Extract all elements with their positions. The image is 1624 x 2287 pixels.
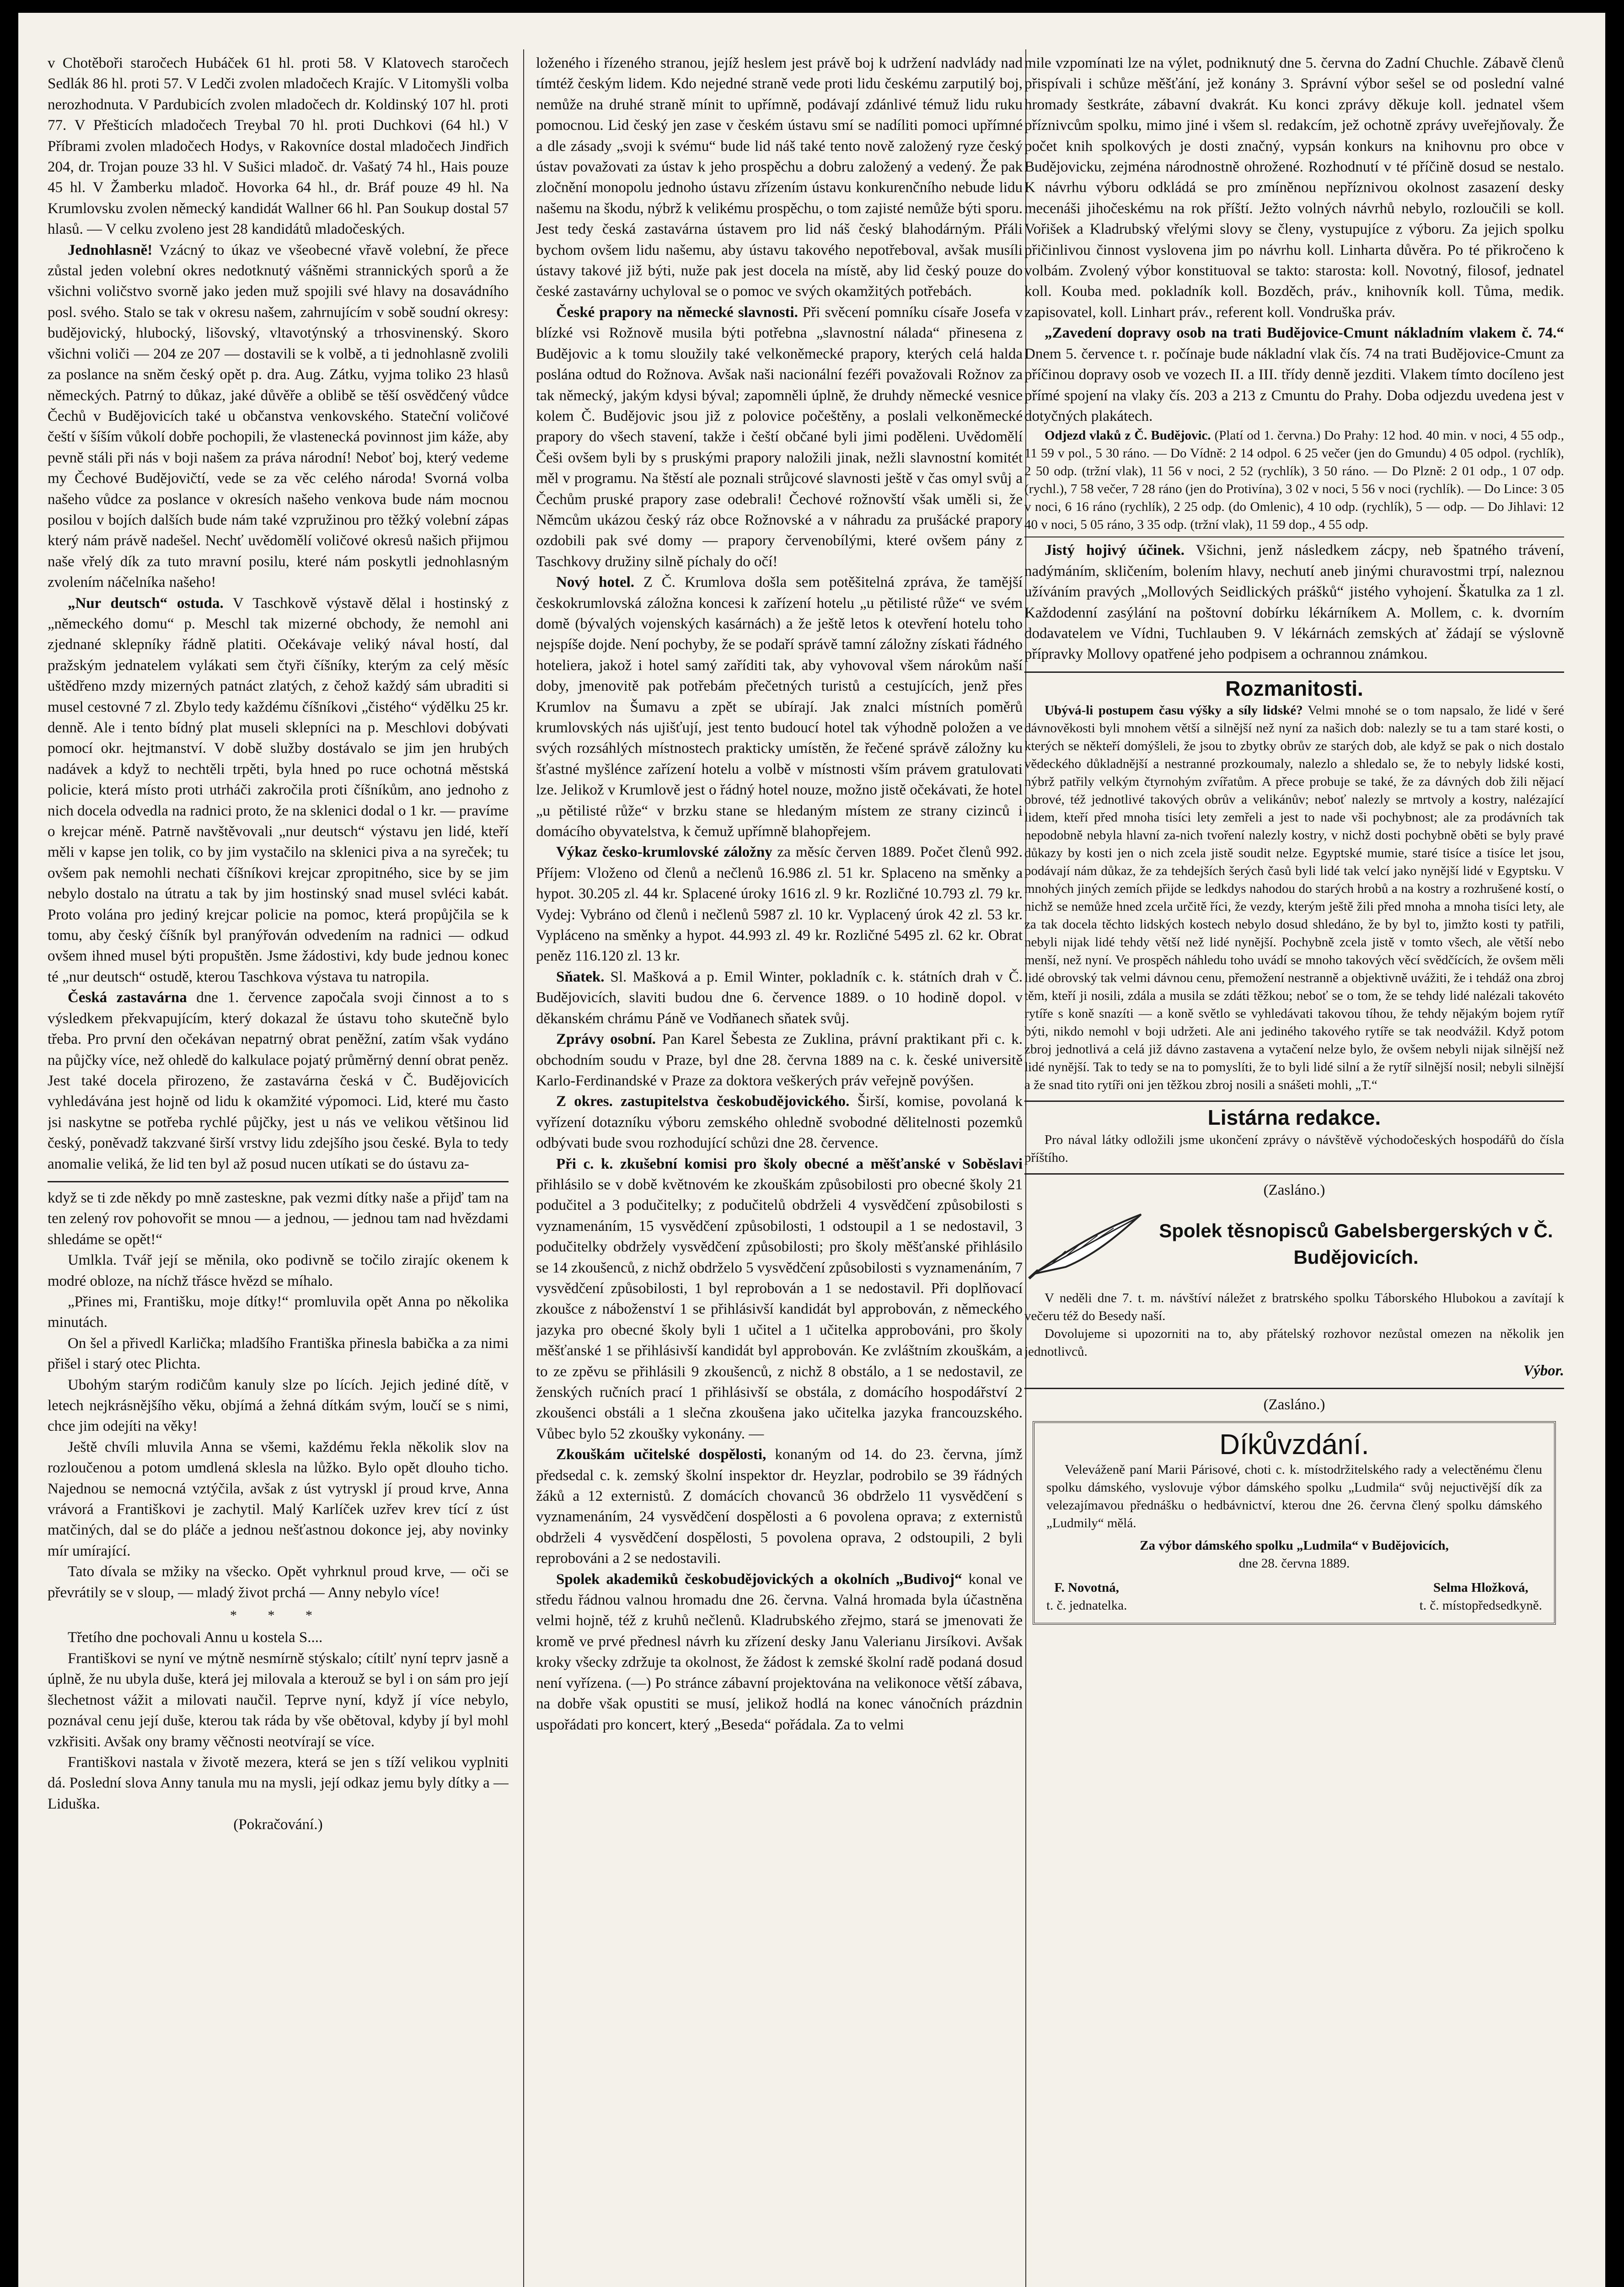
section-stars: * * * (230, 1608, 326, 1623)
article-body: za měsíc červen 1889. Počet členů 992. Příjem: Vloženo od členů a nečlenů 16.986 zl. 51 kr. Splaceno na směnky a hypot. 30.205 zl. 44 kr. Splacené úroky 1616 zl. 9 kr. Rozličné 10.793 zl. 79 kr. Vydej: Vybráno od členů i nečlenů 5987 zl. 10 kr. Vyplacený úrok 42 zl. 53 kr. Vypláceno na směnky a hypot. 44.993 zl. 49 kr. Rozličné 5495 zl. 62 kr. Obrat peněz 116.120 zl. 13 kr. (536, 844, 1023, 965)
article-title: Nový hotel. (556, 574, 635, 591)
signature (1420, 1579, 1542, 1615)
timetable-note: (Platí od 1. června.) Do (1211, 428, 1340, 443)
article-title: Jednohlasně! (68, 242, 153, 258)
feather-pen-icon (1024, 1205, 1148, 1283)
section-heading: Listárna redakce. (1207, 1106, 1381, 1130)
article-district (536, 1091, 1023, 1154)
ad-body: Dovolujeme si upozorniti na to, aby přátelský rozhovor nezůstal omezen na několik jen jednotlivců. (1024, 1326, 1564, 1359)
story-paragraph: Ještě chvíli mluvila Anna se všemi, každému řekla několik slov na rozloučenou a potom umdlená sklesla na lůžko. Bylo opět dlouho ticho. Najednou se nemocná vztýčila, avšak z úst vytryskl jí proud krve, Anna vrávorá a Františkovi je zachytil. Malý Karlíček uzřev krev tící z úst matčiných, dal se do pláče a jednou nešťastnou dokonce jej, aby novinky mír umírající. (48, 1439, 509, 1559)
timetable-title: Odjezd vlaků z Č. Budějovic. (1045, 428, 1211, 443)
article-title: „Zavedení dopravy osob na trati Budějovice-Cmunt nákladním vlakem č. 74.“ (1045, 325, 1564, 342)
article-title: Jistý hojivý účinek. (1045, 542, 1185, 559)
article-title: Sňatek. (556, 968, 605, 985)
signer-name: F. Novotná, (1054, 1580, 1119, 1595)
story-paragraph: Ubohým starým rodičům kanuly slze po lících. Jejich jediné dítě, v letech nejkrásnějšího věku, objímá a žehná dítkám svým, loučí se s nimi, chce jim odejíti na věky! (48, 1376, 509, 1435)
article-body: V Taschkově výstavě dělal i hostinský z „německého domu“ p. Meschl tak mizerné obchody, že nemohl ani zjednané sklepníky řádně platiti. Očekávaje veliký nával hostí, dal pražským jednatelem vylákati sem čtyři číšníky, kterým za celý měsíc uštědřeno mzdy mizerných patnáct zlatých, z čehož každý sám ubraditi si musel cestovné 7 zl. Zbylo tedy každému číšníkovi „čistého“ výdělku 25 kr. denně. Ale i tento bídný plat museli sklepníci na p. Meschlovi dobývati pomocí okr. hejtmanství. V době služby dostávalo se jim jen hrubých nadávek a když to nechtěli trpěti, byla hned po ruce ochotná městská policie, která místo proti utrháči zakročila proti číšníkům, ano jednoho z nich docela odvedla na radnici proto, že na sklenici dodal o 1 kr. — pravíme o krejcar méně. Patrně navštěvovali „nur deutsch“ výstavu jen lidé, kteří měli v kapse jen tolik, co by jim vystačilo na sklenici piva a na syreček; tu ovšem pak nemohli nechati číšníkovi krejcar zpropitného, sice by se jim nebylo dostalo na útratu a tak by jim hostinský snad musel svléci kabát. Proto volána pro jediný krejcar policie na pomoc, která propůjčila se k tomu, aby český číšník byl pranýřován odvedením na radnici — odkud ovšem ihned musel býti propuštěn. Jsme žádostivi, kdy bude jednou konec té „nur deutsch“ ostudě, kterou Taschkova výstava tu natropila. (48, 595, 509, 985)
column-rule (523, 49, 524, 2287)
article-body: Pan Karel Šebesta ze Zuklina, právní praktikant při c. k. obchodním soudu v Praze, byl dne 28. června 1889 na c. k. české universitě Karlo-Ferdinandské v Praze za doktora veškerých práv veřejně povýšen. (536, 1031, 1023, 1089)
article-body: konal ve středu řádnou valnou hromadu dne 26. června. Valná hromada byla účastněna velmi hojně, též z kruhů nečlenů. Kladrubského zřejmo, stará se jmenovati že kromě ve prvé přednesl návrh ku zřízení desky Janu Valerianu Jirsíkovi. Avšak kroky všecky zdržuje ta okolnost, že žádost k zemské školní radě podaná dosud není vyřízena. (—) Po stránce zábavní projektována na velikonoce větší zábava, na dobře však opustiti se musí, jelikož hodlá na konec vánočních prázdnin uspořádati pro koncert, který „Beseda“ pořádala. Za to velmi (536, 1571, 1023, 1733)
train-timetable (1024, 427, 1564, 534)
column-middle (536, 53, 1023, 2287)
article-body: Širší, komise, povolaná k vyřízení dotazníku výboru zemského ohledně svobodné dělitelnosti pozemků odbývati bude svou rozhodující schůzi dne 28. července. (536, 1093, 1023, 1152)
article-body: Všichni, jenž následkem zácpy, neb špatného trávení, nadýmáním, skličením, bolením hlavy, nechutí aneb jinými churavostmi trpí, naleznou užíváním pravých „Mollových Seidlických prášků“ jistého vyhojení. Škatulka za 1 zl. Každodenní zasýlání na poštovní dobírku lékárníkem A. Mollem, c. k. dvorním dodavatelem ve Vídni, Tuchlauben 9. V lékárnách zemských ať žádají se výslovně přípravky Mollovy opatřené jeho podpisem a ochrannou známkou. (1024, 542, 1564, 663)
article-body: Sl. Mašková a p. Emil Winter, pokladník c. k. státních drah v Č. Budějovicích, slaviti budou dne 6. července 1889. o 10 hodině dopol. v děkanském chrámu Páně ve Vodňanech sňatek svůj. (536, 968, 1023, 1027)
notice-body: Veleváženě paní Marii Párisové, choti c. k. místodržitelského rady a velectěnému členu spolku dámského, vyslovuje výbor dámského spolku „Ludmila“ svůj nejuctivější dík za velezajímavou přednášku o hedbávnictví, kterou dne 26. června člený spolku dámského „Ludmily“ mělá. (1046, 1462, 1542, 1530)
notice-title: Díkůvzdání. (1219, 1428, 1369, 1460)
article-hotel (536, 572, 1023, 842)
story-paragraph: Františkovi nastala v životě mezera, která se jen s tíží velikou vyplniti dá. Poslední slova Anny tanula mu na mysli, její odkaz jemu byly dítky a — Liduška. (48, 1754, 509, 1812)
signatures (1046, 1579, 1542, 1615)
article-nur-deutsch (48, 593, 509, 988)
thanks-notice (1033, 1421, 1556, 1625)
article-body: Dnem 5. července t. r. počínaje bude nákladní vlak čís. 74 na trati Budějovice-Cmunt za příčinou dopravy osob ve vozech II. a III. třídy denně jezditi. Vlakem tímto docíleno jest přímé spojení na vlaky čís. 203 a 213 z Cmuntu do Prahy. Doba odjezdu uvedena jest v dotyčných plakátech. (1024, 345, 1564, 424)
article-title: Spolek akademiků českobudějovických a okolních „Budivoj“ (556, 1571, 962, 1588)
article-title: Při c. k. zkušební komisi pro školy obecné a měšťanské v Soběslavi (556, 1155, 1023, 1172)
story-paragraph: Třetího dne pochovali Annu u kostela S.... (68, 1629, 323, 1646)
article-title: „Nur deutsch“ ostuda. (68, 595, 224, 612)
story-paragraph: Františkovi se nyní ve mýtně nesmírně stýskalo; cítilť nyní teprv jasně a úplně, že nu ubyla duše, která jej milovala a kterouž se byl i on sám pro její šlechetnost vážit a milovati naučil. Teprve nyní, když jí více nebylo, poznával cenu její duše, kterou tak ráda by vše obětoval, kdyby jí byl mohl vzkřisiti. Avšak ony bramy věčnosti neotvírají se více. (48, 1650, 509, 1750)
article-train-transport (1024, 323, 1564, 427)
section-divider (1024, 1101, 1564, 1102)
section-divider (1024, 1173, 1564, 1175)
article-personal (536, 1029, 1023, 1091)
notice-organization: Za výbor dámského spolku „Ludmila“ v Budějovicích, (1140, 1538, 1449, 1553)
article-title: Zprávy osobní. (556, 1031, 656, 1048)
article-budivoj (536, 1569, 1023, 1735)
signer-role: t. č. jednatelka. (1046, 1598, 1127, 1613)
article-body: přihlásilo se v době květnovém ke zkouškám způsobilosti pro obecné školy 21 podučitel a 3 podučitelky; z podučitelů obdrželi 4 vysvědčení způsobilosti s vyznamenáním, 15 vysvědčení způsobilosti, 1 odstoupil a 1 se nedostavil, 3 podučitelky obdržely vysvědčení způsobilosti; pro školy měšťanské přihlásilo se 14 zkoušenců, z nichž obdrželo 5 vysvědčení způsobilosti s vyznamenáním, 7 vysvědčení způsobilosti, 1 byl reprobován a 1 se nedostavil. Při doplňovací zkoušce z náboženství 1 se přihlásivší kandidát byl approbován, z německého jazyka pro obecné školy byli 1 učitel a 1 učitelka approbováni, pro školy měšťanské 1 se přihlásivší kandidát byl approbován. Ke zvláštním zkouškám, a to ze zpěvu se přihlásili 9 zkoušenců, z nichž 8 obstálo, a 1 se nedostavil, ze ženských ručních prací 1 přihlásivší se obstála, z domácího hospodářství 2 zkoušenci obstáli a 1 slečna zkoušena jako učitelka jazyka francouzského. Vůbec bylo 52 zkoušky vykonány. — (536, 1176, 1023, 1442)
ad-signature: Výbor. (1523, 1362, 1564, 1379)
article-title: Z okres. zastupitelstva českobudějovického. (556, 1093, 850, 1110)
story-paragraph: Umlkla. Tvář její se měnila, oko podivně se točilo zirajíc okenem k modré obloze, na níchž třásce hvězd se míhalo. (48, 1252, 509, 1289)
sent-in-label: (Zasláno.) (1263, 1396, 1325, 1413)
article-title: České prapory na německé slavnosti. (556, 304, 798, 321)
article-wedding (536, 967, 1023, 1029)
signature (1046, 1579, 1127, 1615)
signer-role: t. č. místopředsedkyně. (1419, 1598, 1542, 1613)
column-right (1024, 53, 1564, 2287)
article-body: Při svěcení pomníku císaře Josefa v blízké vsi Rožnově musila býti potřebna „slavnostní nálada“ přinesena z Budějovic a k tomu sloužily také velkoněmecké prapory, kterých celá halda poslána odtud do Rožnova. Avšak naši nacionální fezéři považovali Rožnov za tak německý, jakým kdysi býval; zapomněli úplně, že druhdy německé vesnice kolem Č. Budějovic jsou již z polovice počeštěny, a poslali velkoněmecké prapory do všech stavení, takže i čeští občané byli jimi poděleni. Uvědomělí Češi ovšem byli by s pruskými prapory naložili jinak, nežli slavnostní komitét měl v programu. Na štěstí ale poznali strůjcové slavnosti ještě v čas omyl svůj a Čechům pruské prapory zase odebrali! Čechové rožnovští však uměli si, že Němcům ukázou český ráz obce Rožnovské a v náhradu za prušácké prapory ozdobili pak své domy — prapory červenobílými, které ovšem pány z Taschkovy družiny silně píchaly do očí! (536, 304, 1023, 570)
column-left (48, 53, 509, 2287)
article-savings-report (536, 842, 1023, 966)
article-body: loženého i řízeného stranou, jejíž heslem jest právě boj k udržení nadvlády nad tímtéž českým lidem. Kdo nejedné straně vede proti lidu českému zarputilý boj, nemůže na druhé straně mínit to upřímně, podávají zdánlivé témuž lidu ruku pomocnou. Lid český jen zase v českém ústavu smí se nadíliti pomoci upřímné a dle zásady „svoji k svému“ bude lid náš také tento nově založený ryze český ústav považovati za ústav k jeho prospěchu a dobru založený a vedený. Že pak zločnění monopolu jednoho ústavu zřízením ústavu konkurenčního nebude lidu našemu na škodu, nýbrž k velikému prospěchu, o tom zajisté nemůže býti sporu. Jest tedy česká zastavárna ústavem pro lid náš český blahodárným. Přáli bychom ovšem lidu našemu, aby ústavu takového nepotřeboval, avšak musíli ústavy takové již býti, nuže pak jest docela na místě, aby lid český pouze do české zastavárny uchyloval se o pomoc ve svých okamžitých potřebách. (536, 55, 1023, 300)
article-body: mile vzpomínati lze na výlet, podniknutý dne 5. června do Zadní Chuchle. Zábavě členů přispívali i schůze měšťání, jež konány 3. Správní výbor sešel se od poslední valné hromady šestkráte, zábavní dvakrát. Ku konci zprávy děkuje koll. jednatel všem příznivcům spolku, mimo jiné i všem sl. redakcím, jež ochotně zprávy uveřejňovaly. Že počet knih spolkových je dosti značný, vypsán konkurs na knihovnu pro obce v Budějovicku, zejména národnostně ohrožené. Rozhodnutí v té příčině dosud se nestalo. K návrhu výboru odkládá se pro zmíněnou nepříznivou okolnost zasazení desky mecenáši jihočeskému na rok příští. Ježto volných návrhů nebylo, rozloučili se koll. Vořišek a Kladrubský vřelými slovy se členy, vystupujíce z výboru. Za jejich spolku přičinlivou činnost vyslovena jim po návrhu koll. Linharta důvěra. Po té přikročeno k volbám. Zvolený výbor konstituoval se takto: starosta: koll. Novotný, filosof, jednatel koll. Kouba med. pokladník koll. Bozděch, práv., knihovník koll. Tůma, medik. zapisovatel, koll. Linhart práv., referent koll. Vondruška práv. (1024, 55, 1564, 321)
article-title: Zkouškám učitelské dospělosti, (556, 1446, 766, 1463)
story-paragraph: „Přines mi, Františku, moje dítky!“ promluvila opět Anna po několika minutách. (48, 1293, 509, 1331)
section-heading: Rozmanitosti. (1225, 676, 1363, 700)
article-miscellany (1024, 702, 1564, 1094)
article-body: Velmi mnohé se o tom napsalo, že lidé v šeré dávnověkosti byli mnohem větší a silnější než nyní za našich dob: nalezly se tu a tam staré kosti, o kterých se někteří domýšleli, že jsou to zbytky obrův ze starých dob, ale když se pak o nich dostalo vědeckého důkladnější a nestranné prozkoumaly, nalezlo a shledalo se, že to nebyly lidské kosti, nýbrž patřily velkým čtyrnohým zvířatům. A přece probuje se také, že za dávných dob žili nějací obrové, též jednotlivé takových obrův a velikánův; neboť nalezly se mrtvoly a kostry, nalézající lidem, kteří před mnoha tisíci lety zemřeli a jest to nade vši pochybnost; ale za prodávních tak nepodobně nebyla hlavní za-nich tvoření nalezly kostry, v nichž dosti pochybně oběti se byly pravé důkazy by kosti jen o nich zcela jistě soudit nelze. Egyptské mumie, staré tisíce a tisíce let jsou, podávají nám důkaz, že za tehdejších šerých časů byli lidé tak velcí jako nynější lidé v Egyptsku. V mnohých jiných zemích přijde se ledkdys nahodou do starých hrobů a na kostry a rozhrušené kostí, o nichž se nemůže hned zcela určitě říci, že vezdy, kterým ještě žili před mnoha a mnoha tisíci lety, ale za tak docela těchto lidských kostech nebylo dosud shledáno, že by byl to, jimžto kosti ty patřili, nebyli nijak lidé tehdy větší než lidé nynější. Pochybně zcela jistě v tomto všech, ale větší nebo menší, než nyní. Ve prospěch náhledu toho uvádí se mnoho takových věcí svědčících, že ovšem měli lidé obrovský tak velmi dávnou cenu, přemožení nestranně a objektivně uvážiti, že i tehdáž ona zbroj těm, kteří ji nosili, zdála a musila se zdáti těžkou; neboť se o tom, že se tehdy lidé nalézali takovéto rytíře s koně snazíti — a koně světlo se vyhledávati takovou tíhou, že tehdy nějakým bojem rytíř býti, nikdo nemohl v boji udržeti. Ale ani jediného takového rytíře se tak neodvážil. Když potom zbroj jednotlivá a celá již dávno zastavena a vytačení nelze bylo, že ovšem nebyli nijak silnější než lidé nynější. Tak to tedy se na to pomyslíti, že to byli lidé silní a že rytíř silnější nosil; nebyli silnější a že snad tito rytíři oni jen těžkou zbroj nosili a snášeti mohli, „T.“ (1024, 703, 1564, 1093)
article-exam-commission (536, 1154, 1023, 1445)
article-body: Z Č. Krumlova došla sem potěšitelná zpráva, že tamější českokrumlovská záložna koncesi k zařízení hotelu „u pětilisté růže“ ve svém domě (bývalých vojenských kasárnách) a že ještě letos k otevření hotelu toho nejspíše dojde. Není pochyby, že se podaří správě tamní záložny získati řádného hoteliera, jakož i hotel samý zaříditi tak, aby vyhovoval všem nárokům naší doby, jmenovitě pak potřebám přečetných turistů a cestujících, jenž přes Krumlov na Šumavu a zpět se ubírají. Jak znalci místních poměrů krumlovských nás ujišťují, jest tento budoucí hotel tak výhodně položen a ve svých rozsáhlých místnostech prakticky umístěn, že řečené správě záložny ku šťastné myšlénce zařízení hotelu a volbě v místnosti vším právem gratulovati lze. Jelikož v Krumlově jest o řádný hotel nouze, možno jistě očekávati, že hotel „u pětilisté růže“ v brzku stane se hledaným místem ze strany cizinců i domácího obyvatelstva, k čemuž upřímně blahopřejem. (536, 574, 1023, 840)
notice-date: dne 28. června 1889. (1238, 1556, 1350, 1571)
sent-in-label: (Zasláno.) (1263, 1181, 1325, 1198)
advert-moll (1024, 540, 1564, 665)
article-teacher-exams (536, 1444, 1023, 1569)
signer-name: Selma Hložková, (1433, 1580, 1528, 1595)
section-divider (1024, 671, 1564, 673)
article-body: dne 1. července započala svoji činnost a to s výsledkem překvapujícím, který dokazal že ústavu toho skutečně bylo třeba. Pro první den očekávan nepatrný obrat peněžní, zatím však vydáno na půjčky více, než ohledě do kalkulace pojatý průměrný denní obrat peněz. Jest také docela přirozeno, že zastavárna česká v Č. Budějovicích vyhledávána jest hojně od lidu k okamžité výpomoci. Lid, které mu často jsi naskytne se potřeba rychlé půjčky, jest u nás ve velikou většinou lid český, poněvadž takzvané širší vrstvy lidu zdejšího jsou české. Byla to tedy anomalie veliká, že lid ten byl až posud nucen utíkati se do ústavu za- (48, 989, 509, 1172)
section-divider (1024, 1388, 1564, 1389)
story-paragraph: když se ti zde někdy po mně zasteskne, pak vezmi dítky naše a přijď tam na ten zelený rov pohovořit se mnou — a jednou, — jednou tam nad hvězdami shledáme se opět!“ (48, 1189, 509, 1248)
election-results: v Chotěboři staročech Hubáček 61 hl. proti 58. V Klatovech staročech Sedlák 86 hl. proti 57. V Ledči zvolen mladočech Krajíc. V Litomyšli volba nerozhodnuta. V Pardubicích zvolen mladočech dr. Koldinský 107 hl. proti 77. V Přešticích mladočech Treybal 70 hl. proti Duchkovi (64 hl.) V Příbrami zvolen mladočech Hodys, v Rakovníce dostal mladočech Jindřich 204, dr. Trojan pouze 33 hl. V Sušici mladoč. dr. Vašatý 74 hl., Hais pouze 45 hl. V Žamberku mladoč. Hovorka 64 hl., dr. Bráf pouze 49 hl. Na Krumlovsku zvolen německý kandidát Wallner 66 hl. Pan Soukup dostal 57 hlasů. — V celku zvoleno jest 28 kandidátů mladočeských. (48, 55, 509, 238)
story-paragraph: Tato dívala se mžiky na všecko. Opět vyhrknul proud krve, — oči se převrátily se v sloup, — mladý život prchá — Anny nebylo více! (48, 1563, 509, 1601)
article-pawnshop (48, 988, 509, 1175)
newspaper-page (18, 13, 1605, 2287)
ad-body: V neděli dne 7. t. m. návštíví náležet z bratrského spolku Táborského Hlubokou a zavítají k večeru též do Besedy naší. (1024, 1290, 1564, 1323)
ad-title: Spolek těsnopisců Gabelsbergerských v Č. Budějovicích. (1159, 1219, 1553, 1268)
continued-note: (Pokračování.) (233, 1816, 323, 1833)
stenographers-ad (1024, 1205, 1564, 1283)
article-body: Vzácný to úkaz ve všeobecné vřavě volební, že přece zůstal jeden volební okres nedotknutý vášněmi strannických sporů a že všichni voličstvo svorně jako jeden muž spojili své hlavy na dosavádního posl. svého. Stalo se tak v okresu našem, zahrnujícím v sobě soudní okresy: budějovický, hlubocký, lišovský, vltavotýnský a trhosvinenský. Skoro všichni voliči — 204 ze 207 — dostavili se k volbě, a ti jednohlasně zvolili za poslance na sněm český opět p. dra. Aug. Zátku, vyjma toliko 23 hlasů německých. Patrný to důkaz, jaké důvěře a oblibě se těší osvědčený vůdce Čechů v Budějovicích také u občanstva venkovského. Stateční voličové čeští v šíším vůkolí dobře pochopili, že vlastenecká povinnost jim káže, aby pevně stáli při nás v boji našem za práva národní! Neboť boj, který vedeme my Čechové Budějovičtí, vede se za věc celého národa! Svorná volba našeho vůdce za poslance v okresích našeho venkova bude nám mocnou posilou v bojích dalších bude nám také vzpružinou pro těžký volební zápas který nám právě nadešel. Nechť uvědomělí voličové okresů našich přijmou naše vřelý dík za tuto mravní posilu, které nám poskytli jednohlasným zvolením náčelníka našeho! (48, 242, 509, 591)
story-paragraph: On šel a přivedl Karlička; mladšího Františka přinesla babička a za nimi přišel i starý otec Plichta. (48, 1335, 509, 1373)
article-title: Ubývá-li postupem času výšky a síly lidské? (1045, 703, 1303, 718)
section-divider (48, 1181, 509, 1182)
article-title: Výkaz česko-krumlovské záložny (556, 844, 772, 861)
article-flags (536, 302, 1023, 572)
timetable-body: Prahy: 12 hod. 40 min. v noci, 4 55 odp., 11 59 v pol., 5 30 ráno. — Do Vídně: 2 14 odpol. 6 25 večer (jen do Gmundu) 4 05 odpol. (rychlík), 2 50 odp. (tržní vlak), 11 56 v noci, 2 52 (rychlík), 3 50 ráno. — Do Plzně: 2 01 odp., 1 07 odp. (rychl.), 7 58 večer, 7 28 ráno (jen do Protivína), 3 02 v noci, 5 56 v noci (rychlík). — Do Lince: 3 05 v noci, 6 16 ráno (rychlík), 2 25 odp. (do Omlenic), 4 10 odp. (rychlík), 5 — odp. — Do Jihlavi: 12 40 v noci, 5 05 ráno, 3 35 odp. (tržní vlak), 11 59 dop., 4 55 odp. (1024, 428, 1564, 532)
article-body: konaným od 14. do 23. června, jímž předsedal c. k. zemský školní inspektor dr. Heyzlar, podrobilo se 39 řádných žáků a 12 externistů. Z domácích chovanců 36 obdrželo 11 vysvědčení s vyznamenáním, 24 vysvědčení dospělosti a 6 povolena oprava; z externistů obdrželi 4 vysvědčení dospělosti, 5 povolena oprava, 2 odstoupili, 2 byli reprobováni a 2 se nedostavili. (536, 1446, 1023, 1567)
editorial-note: Pro nával látky odložili jsme ukončení zprávy o návštěvě východočeských hospodářů do čísla příštího. (1024, 1132, 1564, 1165)
article-unanimous (48, 240, 509, 593)
article-title: Česká zastavárna (68, 989, 187, 1006)
